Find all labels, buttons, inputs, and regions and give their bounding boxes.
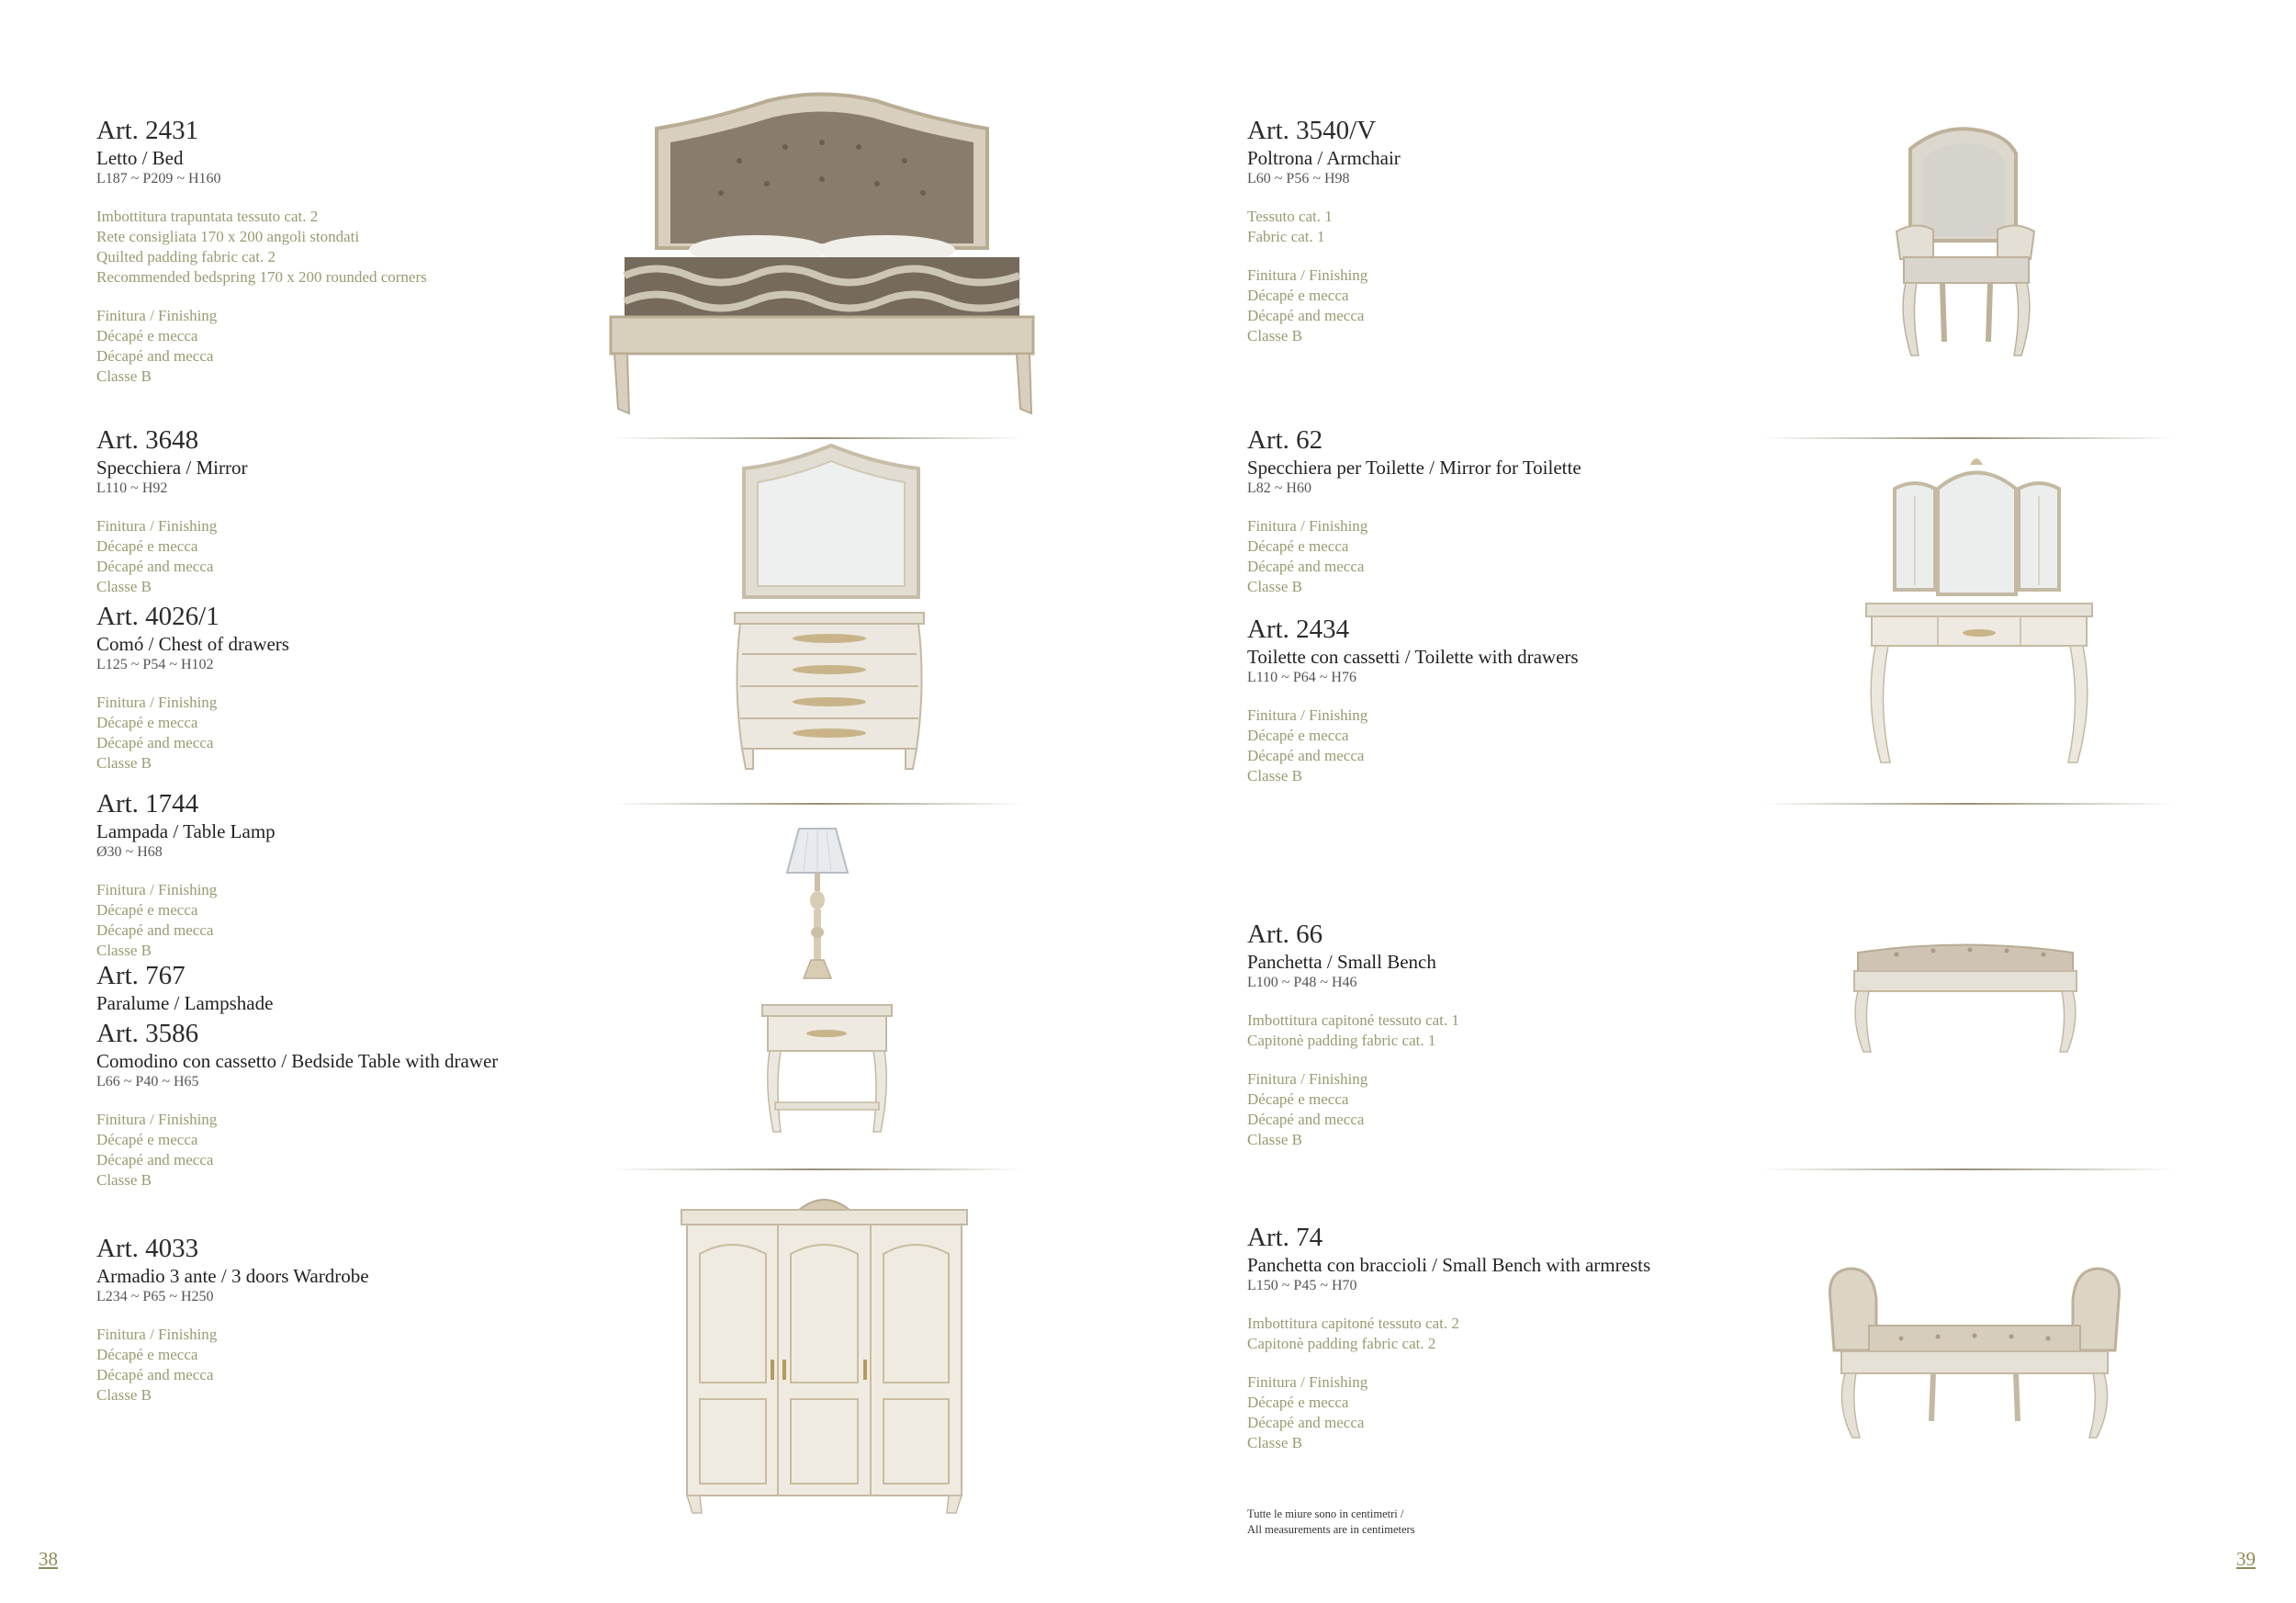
section-divider — [611, 437, 1024, 439]
product-art-3648 — [96, 424, 247, 597]
wardrobe-image — [680, 1190, 969, 1516]
product-art-66 — [1247, 919, 1459, 1150]
measurements-note — [1247, 1507, 1415, 1538]
dimensions: L125 ~ P54 ~ H102 — [96, 657, 214, 672]
finishing-line: Classe B — [96, 754, 152, 772]
finishing-line: Décapé and mecca — [96, 347, 214, 365]
table-lamp-image — [785, 827, 850, 983]
product-name: Comodino con cassetto / Bedside Table with drawer — [96, 1050, 499, 1072]
finishing-line: Classe B — [96, 942, 152, 959]
finishing-line: Classe B — [1247, 1131, 1302, 1148]
finishing-line: Décapé and mecca — [96, 1366, 214, 1383]
product-name: Paralume / Lampshade — [96, 992, 274, 1014]
product-art-4026-1 — [96, 601, 289, 773]
article-number: Art. 2431 — [96, 116, 199, 145]
product-art-1744 — [96, 788, 276, 961]
section-divider — [1761, 803, 2175, 805]
note-line: Capitonè padding fabric cat. 2 — [1247, 1335, 1436, 1352]
product-art-74 — [1247, 1222, 1650, 1453]
article-number: Art. 62 — [1247, 425, 1323, 455]
page-number-left[interactable]: 38 — [39, 1548, 58, 1570]
note-line: Imbottitura capitoné tessuto cat. 1 — [1247, 1011, 1459, 1029]
note-line: Capitonè padding fabric cat. 1 — [1247, 1032, 1436, 1049]
toilette-mirror-image — [1887, 452, 2066, 599]
finishing-line: Classe B — [1247, 767, 1302, 785]
note-line: Tessuto cat. 1 — [1247, 208, 1333, 225]
finishing-line: Classe B — [1247, 578, 1302, 595]
finishing-line: Décapé and mecca — [96, 921, 214, 939]
section-divider — [611, 1168, 1024, 1170]
finishing-line: Classe B — [96, 1171, 152, 1189]
article-number: Art. 3648 — [96, 425, 199, 455]
article-number: Art. 3586 — [96, 1019, 199, 1048]
finishing-line: Décapé e mecca — [96, 901, 198, 919]
finishing-line: Décapé e mecca — [96, 1346, 198, 1363]
page-number-right[interactable]: 39 — [2236, 1548, 2256, 1570]
finishing-line: Décapé and mecca — [1247, 1414, 1365, 1431]
article-number: Art. 4026/1 — [96, 602, 219, 631]
finishing-line: Finitura / Finishing — [1247, 517, 1368, 535]
finishing-line: Finitura / Finishing — [96, 1111, 218, 1128]
finishing-line: Classe B — [96, 1386, 152, 1404]
product-name: Armadio 3 ante / 3 doors Wardrobe — [96, 1265, 369, 1287]
finishing-line: Décapé and mecca — [96, 558, 214, 575]
finishing-line: Décapé e mecca — [96, 714, 198, 731]
dimensions: L187 ~ P209 ~ H160 — [96, 171, 221, 186]
finishing-line: Décapé e mecca — [1247, 727, 1349, 744]
product-name: Panchetta con braccioli / Small Bench with armrests — [1247, 1254, 1651, 1276]
product-name: Panchetta / Small Bench — [1247, 951, 1436, 973]
article-number: Art. 767 — [96, 961, 186, 990]
dimensions: L100 ~ P48 ~ H46 — [1247, 975, 1357, 990]
note-line: Rete consigliata 170 x 200 angoli stondati — [96, 228, 360, 245]
bench-with-armrests-image — [1823, 1263, 2126, 1442]
toilette-table-image — [1864, 602, 2094, 767]
product-name: Specchiera per Toilette / Mirror for Toilette — [1247, 457, 1581, 479]
finishing-line: Décapé e mecca — [96, 1131, 198, 1148]
note-line: Recommended bedspring 170 x 200 rounded corners — [96, 268, 427, 286]
section-divider — [1761, 437, 2175, 439]
finishing-line: Finitura / Finishing — [1247, 706, 1368, 724]
note-line: Tutte le miure sono in centimetri / — [1247, 1507, 1404, 1520]
dimensions: L60 ~ P56 ~ H98 — [1247, 171, 1350, 186]
finishing-line: Décapé e mecca — [96, 327, 198, 344]
dimensions: L234 ~ P65 ~ H250 — [96, 1289, 214, 1304]
dimensions: L66 ~ P40 ~ H65 — [96, 1074, 199, 1089]
chest-of-drawers-image — [733, 611, 926, 772]
article-number: Art. 66 — [1247, 920, 1323, 949]
finishing-line: Finitura / Finishing — [1247, 1373, 1368, 1391]
finishing-line: Décapé and mecca — [1247, 1111, 1365, 1128]
product-art-3586 — [96, 1018, 498, 1191]
product-name: Letto / Bed — [96, 147, 184, 169]
dimensions: L110 ~ H92 — [96, 480, 168, 496]
bedside-table-image — [760, 1003, 894, 1136]
note-line: All measurements are in centimeters — [1247, 1523, 1415, 1536]
finishing-line: Décapé and mecca — [1247, 307, 1365, 324]
finishing-line: Décapé and mecca — [96, 1151, 214, 1168]
section-divider — [611, 803, 1024, 805]
dimensions: L150 ~ P45 ~ H70 — [1247, 1278, 1357, 1293]
finishing-line: Décapé and mecca — [1247, 747, 1365, 764]
dimensions: Ø30 ~ H68 — [96, 844, 163, 860]
finishing-line: Finitura / Finishing — [96, 881, 218, 898]
finishing-line: Classe B — [1247, 1434, 1302, 1451]
product-name: Poltrona / Armchair — [1247, 147, 1401, 169]
finishing-line: Décapé e mecca — [1247, 537, 1349, 555]
finishing-line: Décapé and mecca — [96, 734, 214, 751]
finishing-line: Décapé and mecca — [1247, 558, 1365, 575]
product-art-4033 — [96, 1233, 369, 1405]
finishing-line: Décapé e mecca — [1247, 287, 1349, 304]
finishing-line: Décapé e mecca — [1247, 1090, 1349, 1108]
finishing-line: Décapé e mecca — [1247, 1394, 1349, 1411]
dimensions: L82 ~ H60 — [1247, 480, 1311, 496]
dimensions: L110 ~ P64 ~ H76 — [1247, 670, 1356, 685]
finishing-line: Finitura / Finishing — [1247, 266, 1368, 284]
article-number: Art. 2434 — [1247, 615, 1350, 644]
armchair-image — [1887, 121, 2043, 360]
small-bench-image — [1851, 932, 2080, 1056]
product-art-62 — [1247, 424, 1581, 597]
finishing-line: Finitura / Finishing — [1247, 1070, 1368, 1088]
note-line: Quilted padding fabric cat. 2 — [96, 248, 276, 265]
finishing-line: Classe B — [1247, 327, 1302, 344]
product-art-2431 — [96, 115, 427, 387]
product-art-767 — [96, 960, 273, 1015]
mirror-image — [739, 441, 923, 602]
article-number: Art. 4033 — [96, 1234, 199, 1263]
bed-image — [602, 92, 1042, 423]
finishing-line: Finitura / Finishing — [96, 517, 218, 535]
finishing-line: Finitura / Finishing — [96, 694, 218, 711]
finishing-line: Finitura / Finishing — [96, 1326, 218, 1343]
finishing-line: Classe B — [96, 578, 152, 595]
product-art-3540-v — [1247, 115, 1401, 346]
finishing-line: Finitura / Finishing — [96, 307, 218, 324]
article-number: Art. 3540/V — [1247, 116, 1377, 145]
article-number: Art. 74 — [1247, 1223, 1323, 1252]
article-number: Art. 1744 — [96, 789, 199, 818]
product-name: Comó / Chest of drawers — [96, 633, 289, 655]
product-art-2434 — [1247, 614, 1579, 786]
finishing-line: Décapé e mecca — [96, 537, 198, 555]
product-name: Lampada / Table Lamp — [96, 820, 276, 842]
finishing-line: Classe B — [96, 367, 152, 385]
note-line: Imbottitura capitoné tessuto cat. 2 — [1247, 1315, 1459, 1332]
product-name: Specchiera / Mirror — [96, 457, 248, 479]
product-name: Toilette con cassetti / Toilette with drawers — [1247, 646, 1579, 668]
section-divider — [1761, 1168, 2175, 1170]
note-line: Imbottitura trapuntata tessuto cat. 2 — [96, 208, 319, 225]
note-line: Fabric cat. 1 — [1247, 228, 1325, 245]
